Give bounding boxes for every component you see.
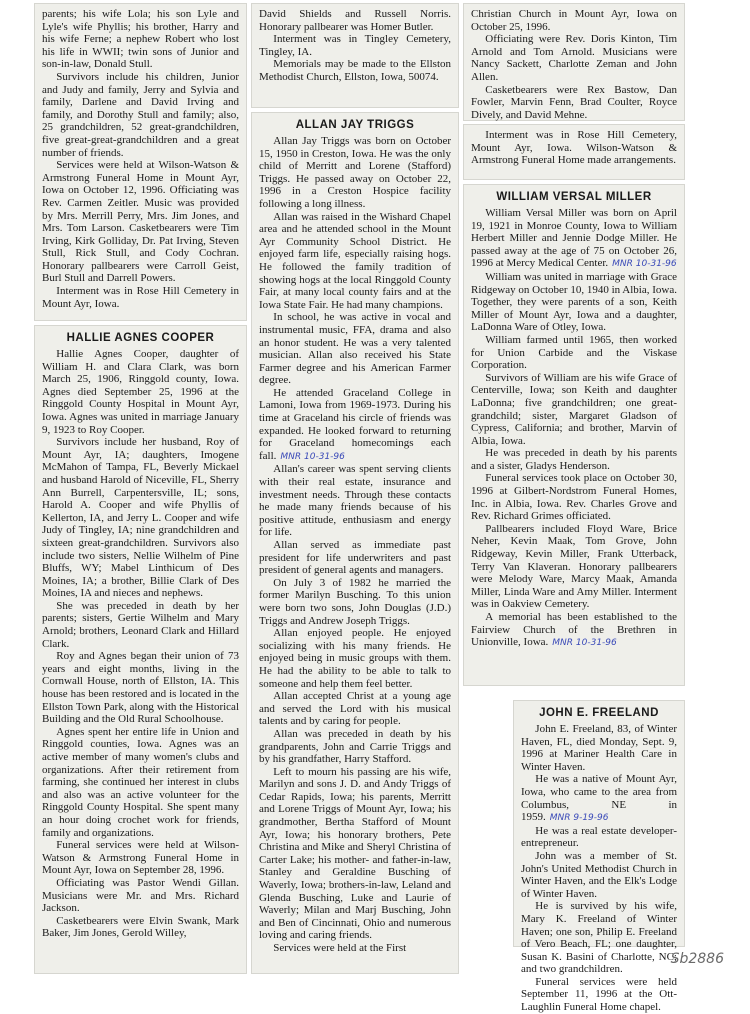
obituary-paragraph: Allan was preceded in death by his grandparents, John and Carrie Triggs and by his grandfather, Harry Stafford. (259, 727, 451, 766)
obituary-title: WILLIAM VERSAL MILLER (496, 191, 652, 203)
obituary-paragraph (259, 387, 451, 464)
obituary-paragraph: parents; his wife Lola; his son Lyle and Lyle's wife Phyllis; his brother, Harry and his wife Ferne; a nephew Robert who lost his life in WWII; twin sons of Junior and son-in-law, Donald Stull. (42, 8, 239, 71)
obituary-paragraph: Allan Jay Triggs was born on October 15, 1950 in Creston, Iowa. He was the only child of Merritt and Lorene (Stafford) Triggs. He passed away on October 22, 1996 in a Creston Hospice facility following a long illness. (259, 135, 451, 210)
obituary-paragraph (521, 773, 677, 824)
obituary-paragraph: Interment was in Rose Hill Cemetery in Mount Ayr, Iowa. (42, 285, 239, 310)
obituary-clipping-cooper (35, 326, 246, 973)
obituary-paragraph: Casketbearers were Elvin Swank, Mark Baker, Jim Jones, Gerold Willey, (42, 914, 239, 940)
obituary-paragraph: Roy and Agnes began their union of 73 years and eight months, living in the Cornwall House, north of Ellston, IA. This house has been restored and is located in the Ellston Town Park, along with the Historical Building and the Old Rural Schoolhouse. (42, 650, 239, 726)
handwritten-date-note: MNR 10-31-96 (612, 259, 677, 270)
handwritten-date-note: MNR 10-31-96 (280, 451, 345, 462)
obituary-paragraph (471, 207, 677, 271)
obituary-title: JOHN E. FREELAND (539, 707, 659, 719)
obituary-clipping-freeland (514, 701, 684, 1014)
obituary-clipping-miller (464, 185, 684, 685)
obituary-paragraph: Casketbearers were Rex Bastow, Dan Fowler, Marvin Fenn, Brad Coulter, Royce Dively, and David Mehne. (471, 83, 677, 121)
obituary-paragraph: Allan's career was spent serving clients with their real estate, insurance and investment needs. Through these contacts he made many friends because of his positive attitude, enthusiasm and energy for life. (259, 463, 451, 539)
obituary-paragraph: Officiating was Pastor Wendi Gillan. Musicians were Mr. and Mrs. Richard Jackson. (42, 876, 239, 915)
obituary-paragraph (471, 611, 677, 650)
obituary-paragraph: Allan accepted Christ at a young age and served the Lord with his musical talents and by caring for people. (259, 690, 451, 728)
obituary-paragraph: Services were held at the First (273, 942, 407, 954)
obituary-paragraph: Survivors include her husband, Roy of Mount Ayr, IA; daughters, Imogene McMahon of Tampa, FL, Beverly Mickael and husband Harold of Niceville, FL, Sherry Ann Burrell, Carpentersville, IL; sons, Harold A. Cooper and wife Phyllis of Kellerton, IA, and Jerry L. Cooper and wife Judy of Tingley, IA; nine grandchildren and sixteen great-grandchildren. Survivors also include two sisters, Nellie Wilhelm of Pine Bluffs, WY; Mabel Linthicum of Des Moines, IA; a brother, Billie Clark of Des Moines, IA and nieces and nephews. (42, 436, 239, 600)
obituary-paragraph: In school, he was active in vocal and instrumental music, FFA, drama and also an honor student. He was a very talented musician. Allan also received his State Farmer degree and his American Farmer degree. (259, 311, 451, 387)
obituary-paragraph: He was preceded in death by his parents and a sister, Gladys Henderson. (471, 447, 677, 472)
obituary-paragraph: Funeral services were held September 11, 1996 at the Ott-Laughlin Funeral Home chapel. (521, 975, 677, 1014)
obituary-paragraph: David Shields and Russell Norris. Honorary pallbearer was Homer Butler. (259, 8, 451, 33)
obituary-clipping-triggs-interment (464, 125, 684, 179)
handwritten-date-note: MNR 9-19-96 (549, 813, 609, 824)
obituary-paragraph: Pallbearers included Floyd Ware, Brice Neher, Kevin Maak, Tom Grove, John Ridgeway, Kevin Miller, Frank Utterback, Terry Van Klaveran. Honorary pallbearers were Melody Ware, Marcy Maak, Amanda Miller, Linda Ware and Amy Miller. Interment was in Oakview Cemetery. (471, 522, 677, 611)
paragraph-text: William Versal Miller was born on April 19, 1921 in Monroe County, Iowa to William Herbert Miller and Jennie Dodge Miller. He passed away at the age of 75 on October 26, 1996 at Mercy Medical Center. (471, 207, 677, 270)
obituary-clipping-cooper-continued (252, 4, 458, 107)
obituary-paragraph: William was united in marriage with Grace Ridgeway on October 10, 1940 in Albia, Iowa. Together, they were parents of a son, Keith Miller of Mount Ayr, Iowa and a daughter, LaDonna Ware of Otley, Iowa. (471, 270, 677, 334)
obituary-paragraph: He is survived by his wife, Mary K. Freeland of Winter Haven; one son, Philip E. Freeland of Vero Beach, FL; one daughter, Susan K. Basini of Charlotte, NC; and two grandchildren. (521, 900, 677, 976)
archive-number-label: Sb2886 (670, 951, 724, 967)
obituary-clipping-triggs-continued (464, 4, 684, 120)
obituary-clipping-triggs (252, 113, 458, 973)
obituary-paragraph: Christian Church in Mount Ayr, Iowa on October 25, 1996. (471, 8, 677, 33)
obituary-paragraph: Interment was in Rose Hill Cemetery, Mount Ayr, Iowa. Wilson-Watson & Armstrong Funeral Home made arrangements. (471, 129, 677, 167)
paragraph-text: A memorial has been established to the Fairview Church of the Brethren in Unionville, Iowa. (471, 611, 677, 649)
obituary-paragraph: On July 3 of 1982 he married the former Marilyn Busching. To this union were born two sons, John Douglas (J.D.) Triggs and Andrew Joseph Triggs. (259, 576, 451, 627)
obituary-paragraph: Survivors include his children, Junior and Judy and family, Jerry and Sylvia and family, Darlene and David Irving and family, and Dorothy Stull and family; also, 25 grandchildren, 52 great-grandchildren, five great-great-grandchildren and a great number of friends. (42, 70, 239, 159)
obituary-paragraph: John was a member of St. John's United Methodist Church in Winter Haven, and the Elk's Lodge of Winter Haven. (521, 849, 677, 900)
obituary-title: ALLAN JAY TRIGGS (295, 119, 415, 131)
obituary-paragraph: Officiating were Rev. Doris Kinton, Tim Arnold and Tom Arnold. Musicians were Nancy Sackett, Charlotte Zeman and John Allen. (471, 33, 677, 83)
obituary-paragraph: Funeral services took place on October 30, 1996 at Gilbert-Nordstrom Funeral Homes, Inc. in Albia, Iowa. Rev. Charles Grove and Rev. Richard Grimes officiated. (471, 472, 677, 523)
obituary-paragraph: John E. Freeland, 83, of Winter Haven, FL, died Monday, Sept. 9, 1996 at Mariner Health Care in Winter Haven. (521, 723, 677, 773)
obituary-paragraph: William farmed until 1965, then worked for Union Carbide and the Viskase Corporation. (471, 333, 677, 372)
obituary-paragraph: Funeral services were held at Wilson-Watson & Armstrong Funeral Home in Mount Ayr, Iowa on September 28, 1996. (42, 839, 239, 877)
obituary-paragraph: Interment was in Tingley Cemetery, Tingley, IA. (259, 33, 451, 58)
obituary-title: HALLIE AGNES COOPER (66, 332, 215, 344)
obituary-paragraph: Left to mourn his passing are his wife, Marilyn and sons J. D. and Andy Triggs of Cedar Rapids, Iowa; his parents, Merritt and Lorene Triggs of Mount Ayr, Iowa; his grandmother, Bertha Stafford of Mount Ayr, Iowa; his honorary brothers, Pete Christina and Mike and Sheryl Christina of Carter Lake; his mother- and father-in-law, Stanley and Geraldine Busching of Waverly, Iowa; brothers-in-law, Leland and Glenda Busching, Luke and Laurie of Waverly; Milan and Marj Busching, John and Ben of Cincinnati, Ohio and numerous loving and caring friends. (259, 765, 451, 942)
obituary-paragraph: Memorials may be made to the Ellston Methodist Church, Ellston, Iowa, 50074. (259, 58, 451, 83)
obituary-paragraph: Allan enjoyed people. He enjoyed socializing with his many friends. He enjoyed being in music groups with them. He had the ability to be able to talk to someone and help them feel better. (259, 627, 451, 690)
obituary-paragraph: Services were held at Wilson-Watson & Armstrong Funeral Home in Mount Ayr, Iowa on October 12, 1996. Officiating was Rev. Carmen Zeitler. Music was provided by Mrs. Merrill Perry, Mrs. Jim Jones, and Mrs. Tom Larson. Casketbearers were Tim Irving, Kirk Golliday, Dr. Pat Irving, Steven Stull, Rick Stull, and Cody Cochran. Honorary pallbearers were Carroll Geist, Burl Stull and Darrell Powers. (42, 159, 239, 285)
obituary-paragraph: Allan served as immediate past president for life underwriters and past president of general agents and managers. (259, 539, 451, 577)
paragraph-text: He was a native of Mount Ayr, Iowa, who came to the area from Columbus, NE in 1959. (521, 773, 677, 824)
obituary-paragraph: Allan was raised in the Wishard Chapel area and he attended school in the Mount Ayr Community School District. He enjoyed farm life, especially raising hogs. He followed the family tradition of showing hogs at the local Ringgold County Fair, at many local county fairs and at the Iowa State Fair. He had many champions. (259, 210, 451, 311)
obituary-paragraph: Hallie Agnes Cooper, daughter of William H. and Clara Clark, was born March 25, 1906, Ringgold county, Iowa. Agnes died September 25, 1996 at the Ringgold County Hospital in Mount Ayr, Iowa. Agnes was united in marriage January 9, 1923 to Roy Cooper. (42, 348, 239, 436)
obituary-paragraph: He was a real estate developer-entrepreneur. (521, 824, 677, 850)
obituary-paragraph: Agnes spent her entire life in Union and Ringgold counties, Iowa. Agnes was an active member of many women's clubs and organizations. After their retirement from farming, she continued her interest in clubs and also was an active volunteer for the Ringgold County Hospital. She spent many an hour doing crochet work for friends, family and organizations. (42, 725, 239, 839)
obituary-clipping-stull-continued (35, 4, 246, 320)
obituary-paragraph: Survivors of William are his wife Grace of Centerville, Iowa; son Keith and daughter LaDonna; five grandchildren; one great-grandchild; sister, Margaret Gladson of Cypress, California; and brother, Marvin of Albia, Iowa. (471, 371, 677, 447)
obituary-paragraph: She was preceded in death by her parents; sisters, Gertie Wilhelm and Mary Arnold; brothers, Leonard Clark and Hillard Clark. (42, 599, 239, 650)
paragraph-text: He attended Graceland College in Lamoni, Iowa from 1969-1973. During his time at Graceland his circle of friends was expanded. He looked forward to returning for Graceland homecomings each fall. (259, 386, 451, 462)
handwritten-date-note: MNR 10-31-96 (552, 638, 617, 649)
